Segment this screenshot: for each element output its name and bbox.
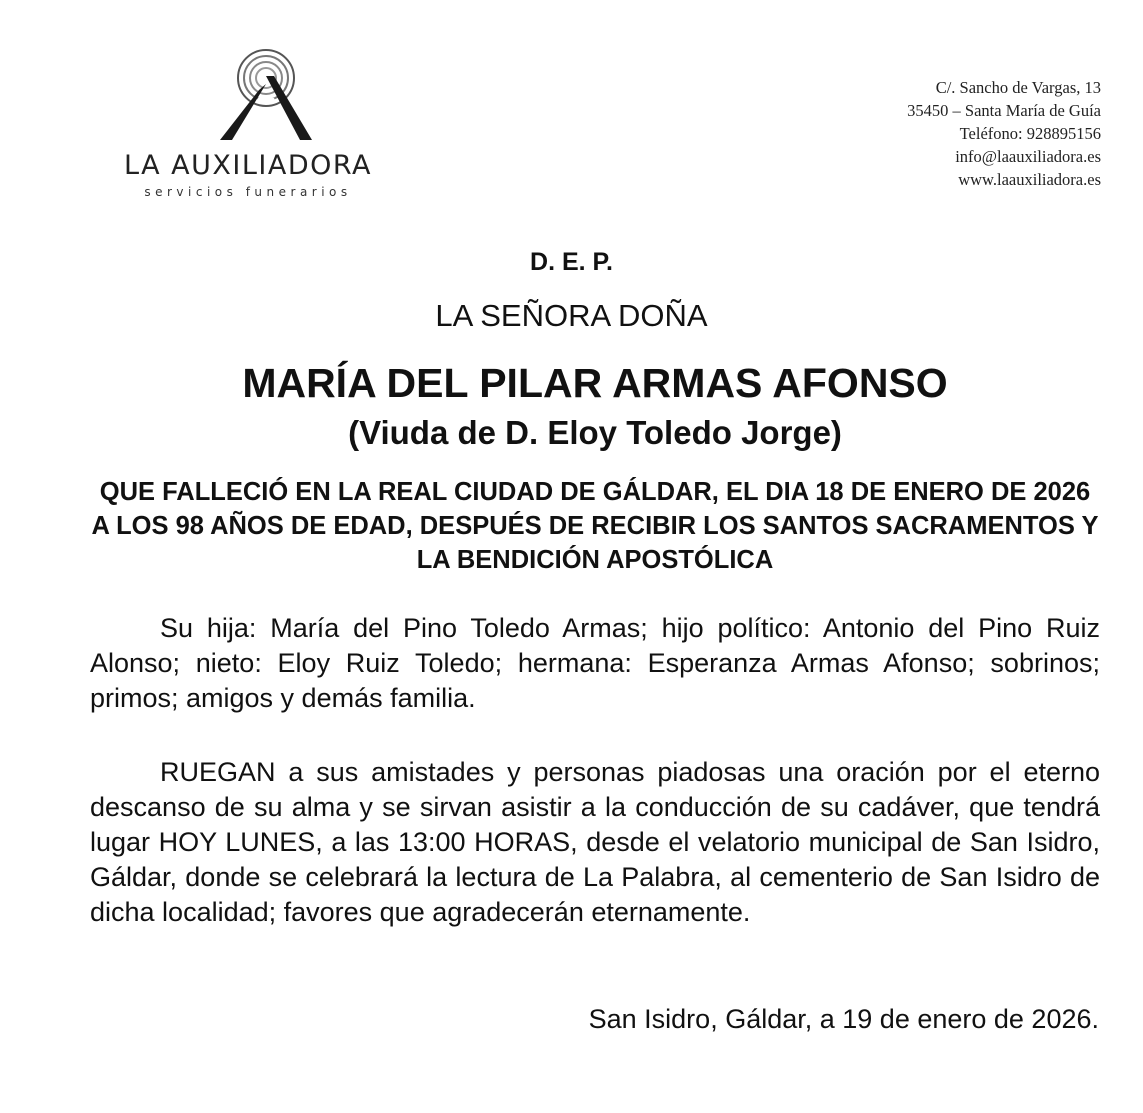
company-tagline: servicios funerarios — [144, 185, 352, 199]
family-paragraph: Su hija: María del Pino Toledo Armas; hijo político: Antonio del Pino Ruiz Alonso; nieto: Eloy Ruiz Toledo; hermana: Esperanza Armas Afonso; sobrinos; primos; amigos y demás familia. — [90, 613, 1100, 713]
widow-of-line: (Viuda de D. Eloy Toledo Jorge) — [348, 414, 842, 451]
honorific-title: LA SEÑORA DOÑA — [435, 298, 708, 333]
contact-phone: Teléfono: 928895156 — [959, 124, 1101, 143]
company-logo — [80, 40, 416, 210]
deceased-name: MARÍA DEL PILAR ARMAS AFONSO — [242, 360, 948, 406]
death-announcement: QUE FALLECIÓ EN LA REAL CIUDAD DE GÁLDAR, EL DIA 18 DE ENERO DE 2026 A LOS 98 AÑOS DE EDAD, DESPUÉS DE RECIBIR LOS SANTOS SACRAMENTOS Y LA BENDICIÓN APOSTÓLICA — [91, 478, 1099, 574]
company-name: LA AUXILIADORA — [123, 150, 373, 181]
request-paragraph: RUEGAN a sus amistades y personas piadosas una oración por el eterno descanso de su alma y se sirvan asistir a la conducción de su cadáver, que tendrá lugar HOY LUNES, a las 13:00 HORAS, desde el velatorio municipal de San Isidro, Gáldar, donde se celebrará la lectura de La Palabra, al cementerio de San Isidro de dicha localidad; favores que agradecerán eternamente. — [90, 757, 1100, 927]
place-date-line: San Isidro, Gáldar, a 19 de enero de 2026. — [588, 1004, 1099, 1034]
logo-emblem-icon — [210, 44, 330, 144]
contact-website: www.laauxiliadora.es — [958, 170, 1101, 189]
contact-address-line2: 35450 – Santa María de Guía — [907, 101, 1101, 120]
contact-email: info@laauxiliadora.es — [955, 147, 1101, 166]
contact-address-line1: C/. Sancho de Vargas, 13 — [935, 78, 1101, 97]
contact-block — [907, 76, 1101, 191]
dep-heading: D. E. P. — [530, 248, 613, 276]
